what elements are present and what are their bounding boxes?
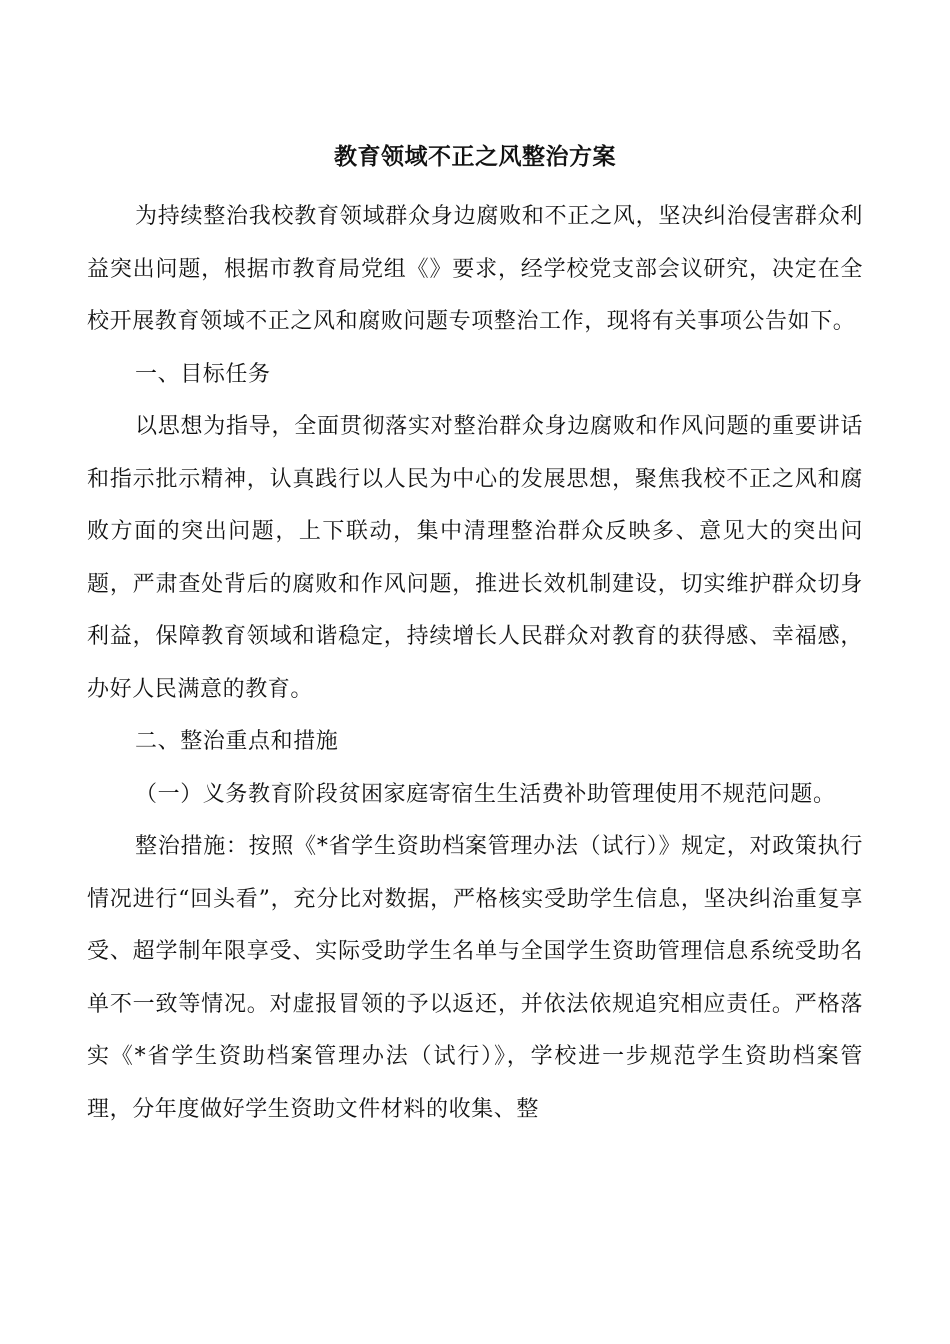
subsection-heading-1: （一）义务教育阶段贫困家庭寄宿生生活费补助管理使用不规范问题。 [135,781,836,807]
document-title: 教育领域不正之风整治方案 [334,143,616,170]
intro-paragraph: 为持续整治我校教育领域群众身边腐败和不正之风，坚决纠治侵害群众利益突出问题，根据市教育局党组《》要求，经学校党支部会议研究，决定在全校开展教育领域不正之风和腐败问题专项整治工作，现将有关事项公告如下。 [87,204,863,334]
section-heading-measures: 二、整治重点和措施 [135,729,339,754]
document-body [87,191,863,1136]
section-heading-goals: 一、目标任务 [135,361,271,387]
goals-paragraph: 以思想为指导，全面贯彻落实对整治群众身边腐败和作风问题的重要讲话和指示批示精神，认真践行以人民为中心的发展思想，聚焦我校不正之风和腐败方面的突出问题，上下联动，集中清理整治群众反映多、意见大的突出问题，严肃查处背后的腐败和作风问题，推进长效机制建设，切实维护群众切身利益，保障教育领域和谐稳定，持续增长人民群众对教育的获得感、幸福感，办好人民满意的教育。 [87,414,863,702]
measures-paragraph: 整治措施：按照《*省学生资助档案管理办法（试行）》规定，对政策执行情况进行“回头看”，充分比对数据，严格核实受助学生信息，坚决纠治重复享受、超学制年限享受、实际受助学生名单与全国学生资助管理信息系统受助名单不一致等情况。对虚报冒领的予以返还，并依法依规追究相应责任。严格落实《*省学生资助档案管理办法（试行）》，学校进一步规范学生资助档案管理，分年度做好学生资助文件材料的收集、整 [87,834,863,1122]
